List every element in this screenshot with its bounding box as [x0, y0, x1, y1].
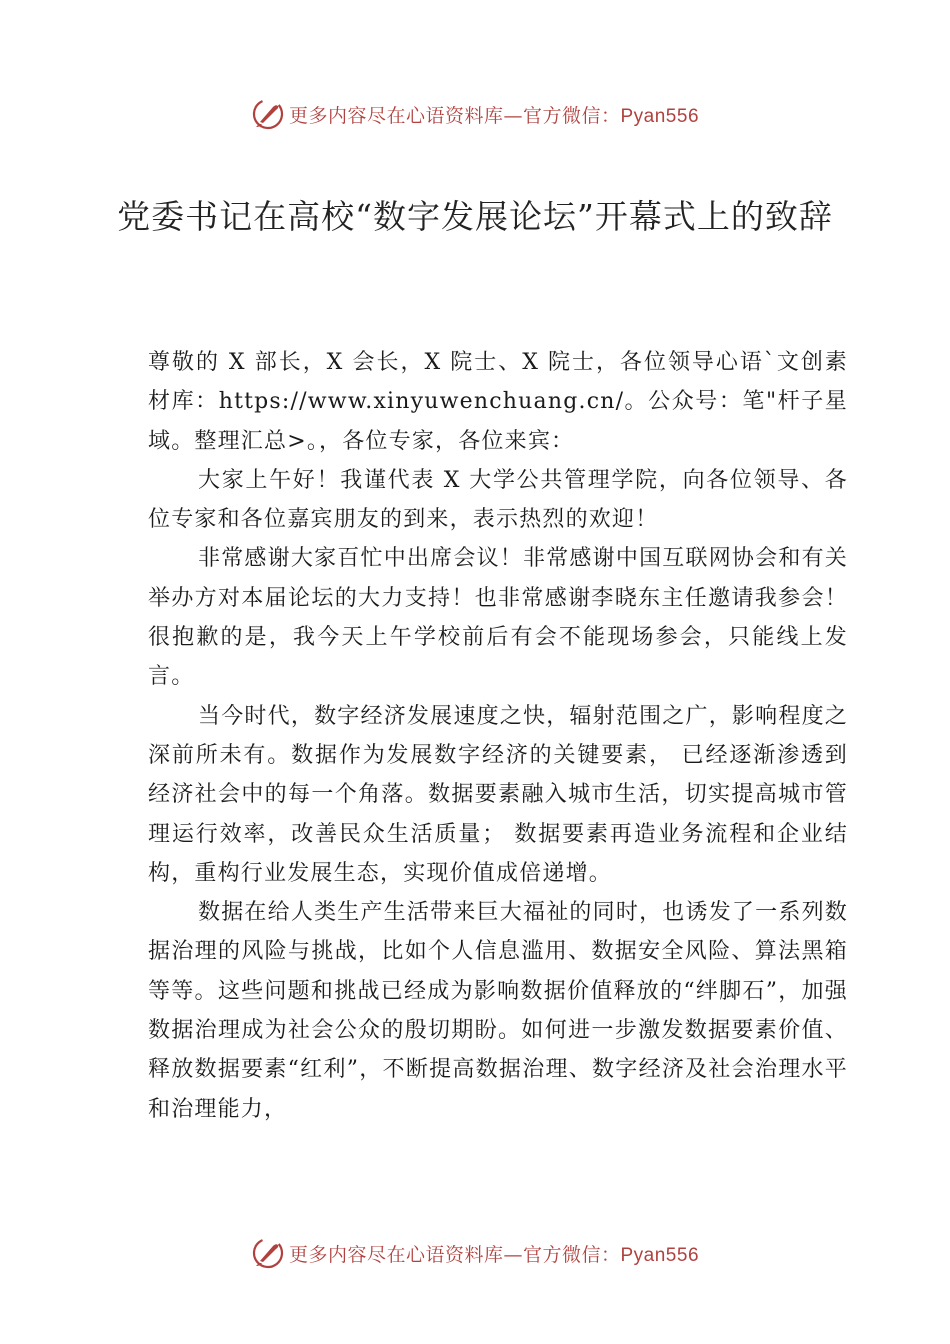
- document-body: [148, 343, 848, 1129]
- body-paragraph: 当今时代，数字经济发展速度之快，辐射范围之广，影响程度之深前所未有。数据作为发展数字经济的关键要素， 已经逐渐渗透到经济社会中的每一个角落。数据要素融入城市生活，切实提高城市管理运行效率，改善民众生活质量； 数据要素再造业务流程和企业结构，重构行业发展生态，实现价值成倍递增。: [148, 703, 848, 886]
- body-paragraph: 大家上午好！我谨代表 X 大学公共管理学院，向各位领导、各位专家和各位嘉宾朋友的到来，表示热烈的欢迎！: [148, 467, 848, 533]
- body-paragraph: 非常感谢大家百忙中出席会议！非常感谢中国互联网协会和有关举办方对本届论坛的大力支持！也非常感谢李晓东主任邀请我参会！很抱歉的是，我今天上午学校前后有会不能现场参会，只能线上发言。: [148, 546, 848, 690]
- footer-banner: [0, 1233, 950, 1273]
- wechat-id: Pyan556: [620, 105, 700, 127]
- header-banner: [0, 94, 950, 134]
- brush-logo-icon: [251, 1236, 285, 1270]
- document-title: 党委书记在高校“数字发展论坛”开幕式上的致辞: [117, 197, 833, 236]
- salutation-paragraph: 尊敬的 X 部长，X 会长，X 院士、X 院士，各位领导心语`文创素材库：https://www.xinyuwenchuang.cn/。公众号：笔"杆子星域。整理汇总>。，各位专家，各位来宾：: [148, 350, 848, 454]
- brush-logo-icon: [251, 97, 285, 131]
- banner-text: 更多内容尽在心语资料库—官方微信：Pyan556: [288, 104, 700, 127]
- banner-text: 更多内容尽在心语资料库—官方微信：Pyan556: [288, 1243, 700, 1266]
- body-paragraph: 数据在给人类生产生活带来巨大福祉的同时，也诱发了一系列数据治理的风险与挑战，比如个人信息滥用、数据安全风险、算法黑箱等等。这些问题和挑战已经成为影响数据价值释放的“绊脚石”，加强数据治理成为社会公众的殷切期盼。如何进一步激发数据要素价值、释放数据要素“红利”，不断提高数据治理、数字经济及社会治理水平和治理能力，: [148, 900, 848, 1122]
- wechat-id: Pyan556: [620, 1244, 700, 1266]
